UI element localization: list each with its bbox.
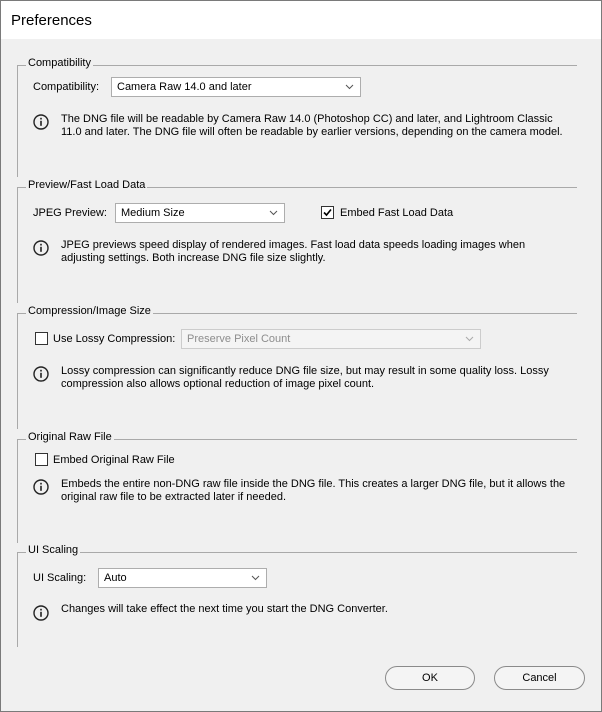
compatibility-info (61, 113, 563, 139)
embed-original-raw-label: Embed Original Raw File (53, 454, 175, 466)
chevron-down-icon (345, 82, 354, 91)
ui-scaling-label: UI Scaling: (33, 572, 87, 584)
ui-scaling-legend: UI Scaling (28, 544, 79, 556)
jpeg-preview-label: JPEG Preview: (33, 207, 107, 219)
info-icon (33, 605, 49, 621)
info-icon (33, 114, 49, 130)
ok-button[interactable]: OK (385, 666, 475, 690)
compression-info (61, 365, 549, 391)
compression-legend: Compression/Image Size (28, 305, 151, 317)
compatibility-legend: Compatibility (28, 57, 91, 69)
info-icon (33, 240, 49, 256)
ui-scaling-select-value: Auto (104, 572, 127, 584)
cancel-button[interactable]: Cancel (494, 666, 585, 690)
compatibility-group (17, 57, 577, 177)
info-icon (33, 479, 49, 495)
jpeg-preview-select-value: Medium Size (121, 207, 185, 219)
ui-scaling-select[interactable] (98, 568, 267, 588)
compatibility-label: Compatibility: (33, 81, 100, 93)
preview-group (17, 179, 577, 303)
original-raw-group (17, 431, 577, 543)
lossy-size-select-value: Preserve Pixel Count (187, 333, 291, 345)
lossy-size-select[interactable] (181, 329, 481, 349)
compatibility-select[interactable] (111, 77, 361, 97)
ui-scaling-info-line-1: Changes will take effect the next time you start the DNG Converter. (61, 603, 388, 615)
original-raw-legend: Original Raw File (28, 431, 112, 443)
checkmark-icon (322, 207, 333, 218)
chevron-down-icon (251, 573, 260, 582)
embed-fast-load-checkbox[interactable] (321, 206, 334, 219)
original-raw-info (61, 478, 565, 504)
compression-info-line-1: Lossy compression can significantly reduce DNG file size, but may result in some quality loss. Lossy (61, 365, 549, 377)
compatibility-info-line-1: The DNG file will be readable by Camera Raw 14.0 (Photoshop CC) and later, and Lightroom Classic (61, 113, 553, 125)
embed-fast-load-label: Embed Fast Load Data (340, 207, 454, 219)
original-raw-info-line-1: Embeds the entire non-DNG raw file inside the DNG file. This creates a larger DNG file, but it allows the (61, 478, 566, 490)
compression-info-line-2: compression also allows optional reduction of image pixel count. (61, 378, 375, 390)
preview-info-line-2: adjusting settings. Both increase DNG file size slightly. (61, 252, 326, 264)
original-raw-info-line-2: original raw file to be extracted later if needed. (61, 491, 287, 503)
lossy-compression-label: Use Lossy Compression: (53, 333, 176, 345)
compatibility-select-value: Camera Raw 14.0 and later (117, 81, 252, 93)
preview-info (61, 239, 525, 265)
ui-scaling-group (17, 544, 577, 647)
preview-legend: Preview/Fast Load Data (28, 179, 146, 191)
info-icon (33, 366, 49, 382)
compression-group (17, 305, 577, 429)
dialog-title: Preferences (11, 12, 92, 29)
embed-original-raw-checkbox[interactable] (35, 453, 48, 466)
group-frame (17, 552, 577, 647)
jpeg-preview-select[interactable] (115, 203, 285, 223)
chevron-down-icon (269, 208, 278, 217)
compatibility-info-line-2: 11.0 and later. The DNG file will often be readable by earlier versions, depending on the camera model. (61, 126, 563, 138)
preview-info-line-1: JPEG previews speed display of rendered images. Fast load data speeds loading images when (61, 239, 526, 251)
chevron-down-icon (465, 334, 474, 343)
title-bar (1, 1, 601, 39)
ui-scaling-info (61, 603, 388, 616)
lossy-compression-checkbox[interactable] (35, 332, 48, 345)
